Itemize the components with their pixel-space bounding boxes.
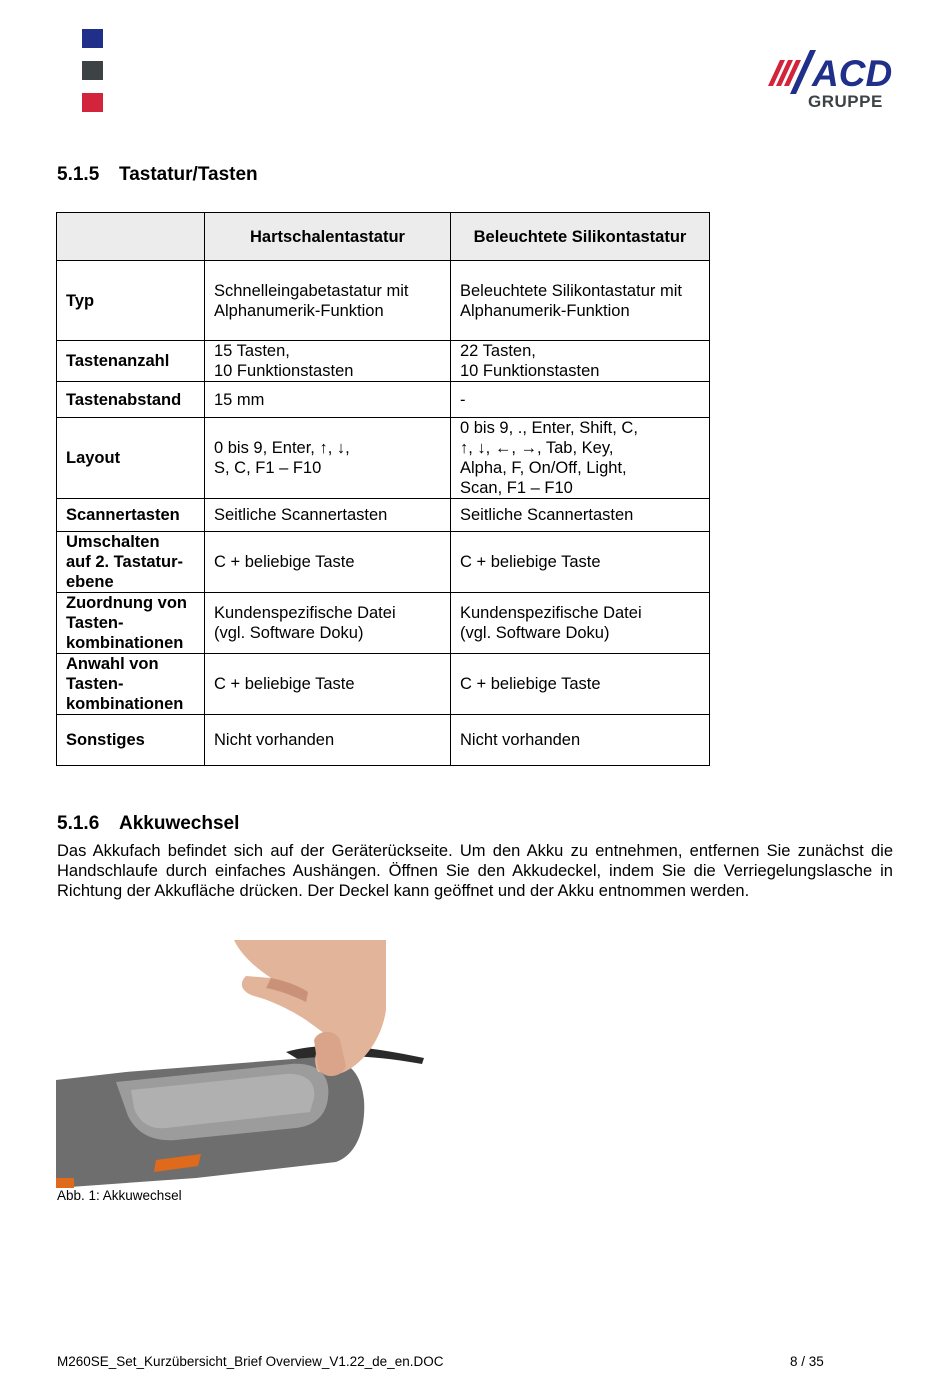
cell-silikon: C + beliebige Taste: [451, 654, 710, 715]
cell-silikon: 22 Tasten, 10 Funktionstasten: [451, 341, 710, 382]
cell-silikon: Nicht vorhanden: [451, 715, 710, 766]
keyboard-spec-table: [56, 212, 710, 766]
row-label: Tastenabstand: [57, 382, 205, 418]
cell-hartschale: 15 mm: [205, 382, 451, 418]
row-label: Typ: [57, 261, 205, 341]
cell-hartschale: Schnelleingabetastatur mit Alphanumerik-Funktion: [205, 261, 451, 341]
row-label: Zuordnung von Tasten- kombinationen: [57, 593, 205, 654]
table-row: [57, 499, 710, 532]
header-cell-hartschale: Hartschalentastatur: [205, 213, 451, 261]
cell-silikon: Kundenspezifische Datei (vgl. Software Doku): [451, 593, 710, 654]
cell-hartschale: Kundenspezifische Datei (vgl. Software Doku): [205, 593, 451, 654]
cell-silikon: Seitliche Scannertasten: [451, 499, 710, 532]
table-row: [57, 261, 710, 341]
section-heading-akkuwechsel: [57, 813, 239, 835]
row-label: Sonstiges: [57, 715, 205, 766]
figure-caption: Abb. 1: Akkuwechsel: [57, 1188, 182, 1203]
row-label: Tastenanzahl: [57, 341, 205, 382]
footer-page-number: 8 / 35: [790, 1354, 824, 1369]
section-heading-tastatur: [57, 164, 258, 186]
logo-square-blue: [82, 29, 103, 48]
svg-text:ACD: ACD: [812, 53, 893, 94]
cell-hartschale: C + beliebige Taste: [205, 532, 451, 593]
battery-change-photo: [56, 940, 426, 1188]
row-label: Anwahl von Tasten- kombinationen: [57, 654, 205, 715]
table-header-row: [57, 213, 710, 261]
section-title: Tastatur/Tasten: [119, 164, 258, 185]
row-label: Layout: [57, 418, 205, 499]
table-row: [57, 532, 710, 593]
cell-hartschale: Seitliche Scannertasten: [205, 499, 451, 532]
cell-hartschale: C + beliebige Taste: [205, 654, 451, 715]
section-number: 5.1.6: [57, 813, 100, 834]
table-row: [57, 382, 710, 418]
section-number: 5.1.5: [57, 164, 100, 185]
table-row: [57, 418, 710, 499]
cell-hartschale: Nicht vorhanden: [205, 715, 451, 766]
cell-hartschale: 0 bis 9, Enter, ↑, ↓, S, C, F1 – F10: [205, 418, 451, 499]
table-row: [57, 654, 710, 715]
logo-square-red: [82, 93, 103, 112]
cell-silikon: Beleuchtete Silikontastatur mit Alphanumerik-Funktion: [451, 261, 710, 341]
cell-silikon: -: [451, 382, 710, 418]
section-title: Akkuwechsel: [119, 813, 240, 834]
header-cell-silikon: Beleuchtete Silikontastatur: [451, 213, 710, 261]
svg-text:GRUPPE: GRUPPE: [808, 92, 883, 110]
row-label: Umschalten auf 2. Tastatur- ebene: [57, 532, 205, 593]
logo-square-grey: [82, 61, 103, 80]
cell-silikon: C + beliebige Taste: [451, 532, 710, 593]
table-row: [57, 715, 710, 766]
cell-hartschale: 15 Tasten, 10 Funktionstasten: [205, 341, 451, 382]
header-cell-empty: [57, 213, 205, 261]
row-label: Scannertasten: [57, 499, 205, 532]
akkuwechsel-paragraph: Das Akkufach befindet sich auf der Geräterückseite. Um den Akku zu entnehmen, entfernen Sie zunächst die Handschlaufe durch einfaches Aushängen. Öffnen Sie den Akkudeckel, indem Sie die Verriegelungslasche in Richtung der Akkufläche drücken. Der Deckel kann geöffnet und der Akku entnommen werden.: [57, 842, 893, 900]
table-row: [57, 341, 710, 382]
acd-gruppe-logo: [766, 46, 918, 110]
footer-filename: M260SE_Set_Kurzübersicht_Brief Overview_V1.22_de_en.DOC: [57, 1354, 444, 1369]
cell-silikon: 0 bis 9, ., Enter, Shift, C, ↑, ↓, ←, →, Tab, Key, Alpha, F, On/Off, Light, Scan, F1 – F10: [451, 418, 710, 499]
table-row: [57, 593, 710, 654]
